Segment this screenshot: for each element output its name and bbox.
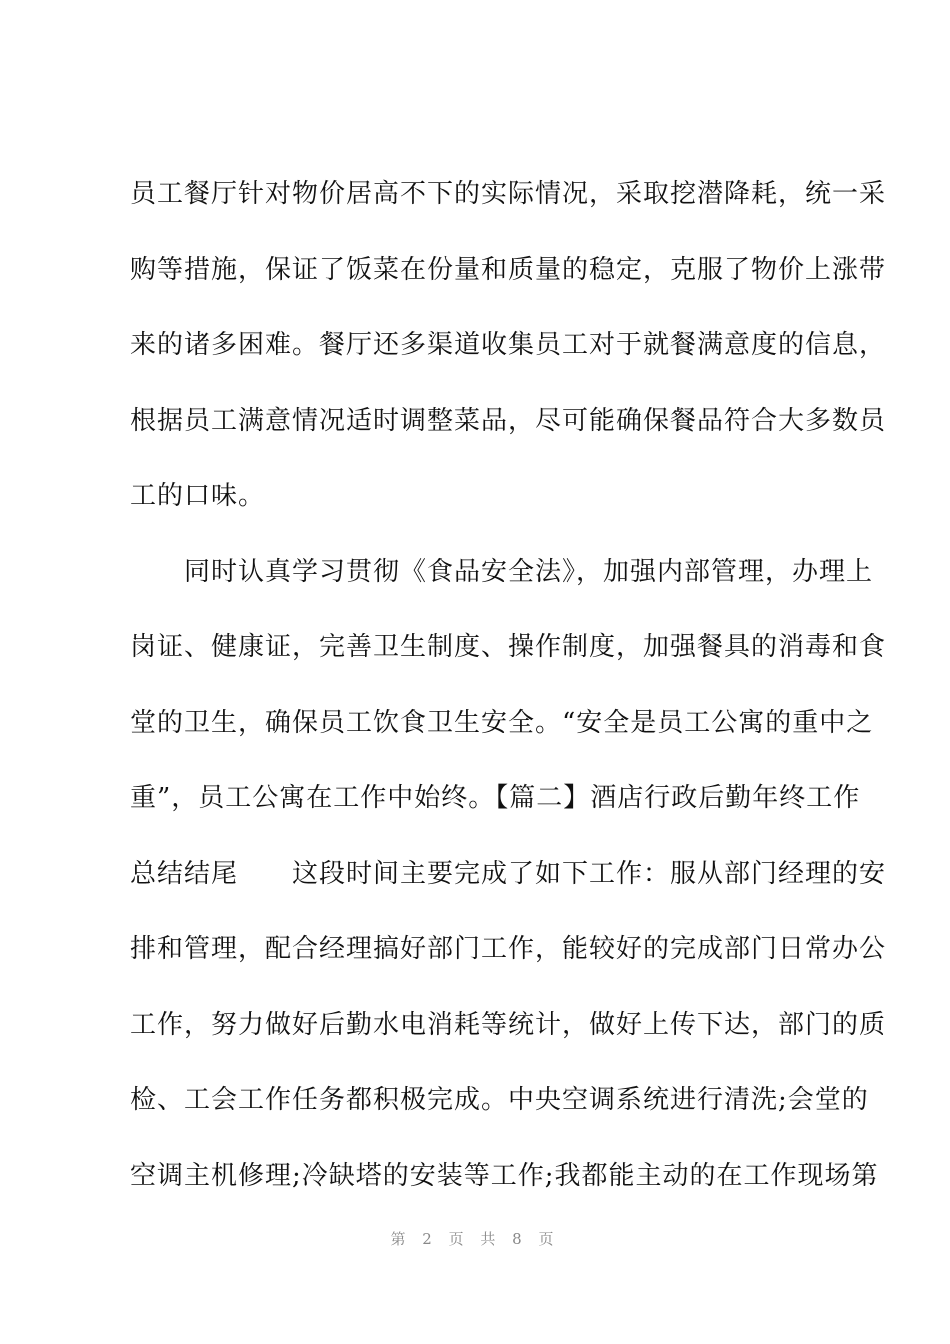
text-line: 排和管理，配合经理搞好部门工作，能较好的完成部门日常办公: [130, 934, 887, 964]
text-line: 工作，努力做好后勤水电消耗等统计，做好上传下达，部门的质: [130, 1010, 887, 1040]
text-line: 根据员工满意情况适时调整菜品，尽可能确保餐品符合大多数员: [130, 406, 887, 436]
text-line: 购等措施，保证了饭菜在份量和质量的稳定，克服了物价上涨带: [130, 255, 887, 285]
text-line: 工的口味。: [130, 481, 266, 511]
text-line: 岗证、健康证，完善卫生制度、操作制度，加强餐具的消毒和食: [130, 632, 887, 662]
text-line: 同时认真学习贯彻《食品安全法》，加强内部管理，办理上: [130, 557, 874, 587]
text-line: 重”，员工公寓在工作中始终。【篇二】酒店行政后勤年终工作: [130, 783, 861, 813]
text-line: 来的诸多困难。餐厅还多渠道收集员工对于就餐满意度的信息，: [130, 330, 887, 360]
page-number-footer: 第 2 页 共 8 页: [390, 1230, 560, 1248]
text-line: 总结结尾 这段时间主要完成了如下工作：服从部门经理的安: [130, 859, 887, 889]
text-line: 员工餐厅针对物价居高不下的实际情况，采取挖潜降耗，统一采: [130, 179, 887, 209]
text-line: 空调主机修理;冷缺塔的安装等工作;我都能主动的在工作现场第: [130, 1161, 879, 1191]
text-line: 检、工会工作任务都积极完成。中央空调系统进行清洗;会堂的: [130, 1085, 869, 1115]
text-line: 堂的卫生，确保员工饮食卫生安全。“安全是员工公寓的重中之: [130, 708, 874, 738]
